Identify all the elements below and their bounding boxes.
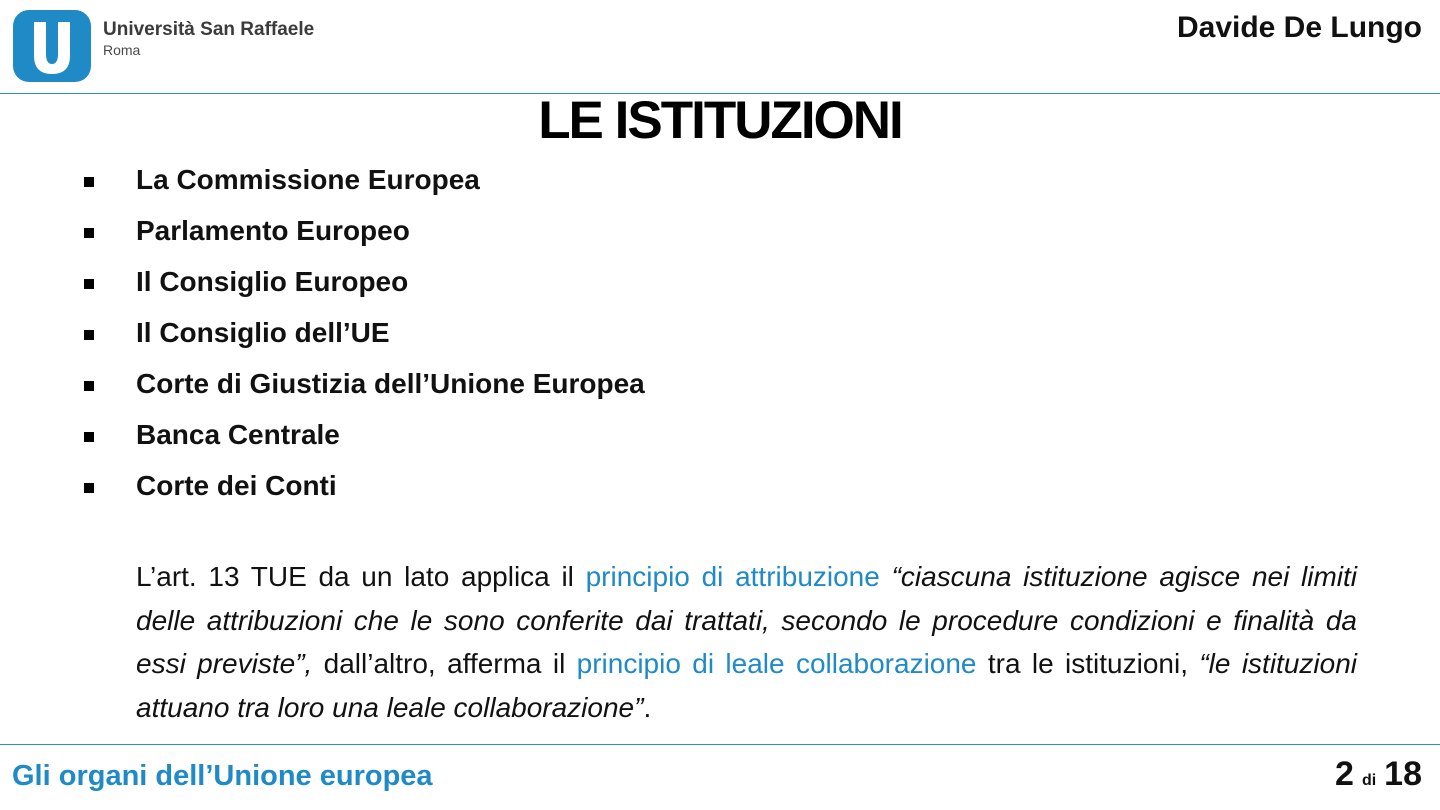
list-item-text: La Commissione Europea [136,164,480,195]
square-bullet-icon [84,432,94,442]
page-total: 18 [1384,755,1422,793]
list-item-text: Corte di Giustizia dell’Unione Europea [136,368,645,399]
square-bullet-icon [84,177,94,187]
square-bullet-icon [84,381,94,391]
list-item [84,313,1334,364]
square-bullet-icon [84,228,94,238]
square-bullet-icon [84,483,94,493]
university-city: Roma [103,42,141,58]
institutions-list [84,160,1334,517]
page-current: 2 [1335,755,1354,793]
square-bullet-icon [84,330,94,340]
quote-attribution: “ciascuna istituzione agisce nei limiti delle attribuzioni che le sono conferite dai trattati, secondo le procedure condizioni e finalità da essi previste”, [136,561,1358,679]
footer-course-title: Gli organi dell’Unione europea [12,760,433,792]
university-name: Università San Raffaele [103,19,315,40]
page-indicator [1335,755,1422,794]
university-logo [12,8,372,86]
square-bullet-icon [84,279,94,289]
paragraph-text: tra le istituzioni, [976,648,1200,679]
author-name: Davide De Lungo [1176,11,1422,44]
principle-collaboration-term: principio di leale collaborazione [576,648,977,679]
paragraph-text: . [643,691,652,723]
list-item [84,466,1334,517]
list-item-text: Corte dei Conti [136,470,337,501]
paragraph-text [880,561,892,592]
list-item [84,211,1334,262]
principle-attribution-term: principio di attribuzione [585,561,880,592]
list-item-text: Il Consiglio Europeo [136,266,409,297]
university-u-logo-icon [12,8,94,84]
slide-title: LE ISTITUZIONI [538,91,902,150]
footer-divider [0,744,1440,745]
list-item [84,160,1334,211]
list-item [84,364,1334,415]
list-item [84,415,1334,466]
quote-collaboration: “le istituzioni attuano tra loro una leale collaborazione” [136,648,1357,723]
page-separator: di [1361,772,1377,789]
paragraph-text: dall’altro, afferma il [312,648,577,679]
list-item-text: Banca Centrale [136,419,340,450]
list-item-text: Parlamento Europeo [136,215,410,246]
list-item [84,262,1334,313]
paragraph-text: L’art. 13 TUE da un lato applica il [136,561,586,592]
article-13-paragraph [136,555,1357,729]
list-item-text: Il Consiglio dell’UE [136,317,390,348]
